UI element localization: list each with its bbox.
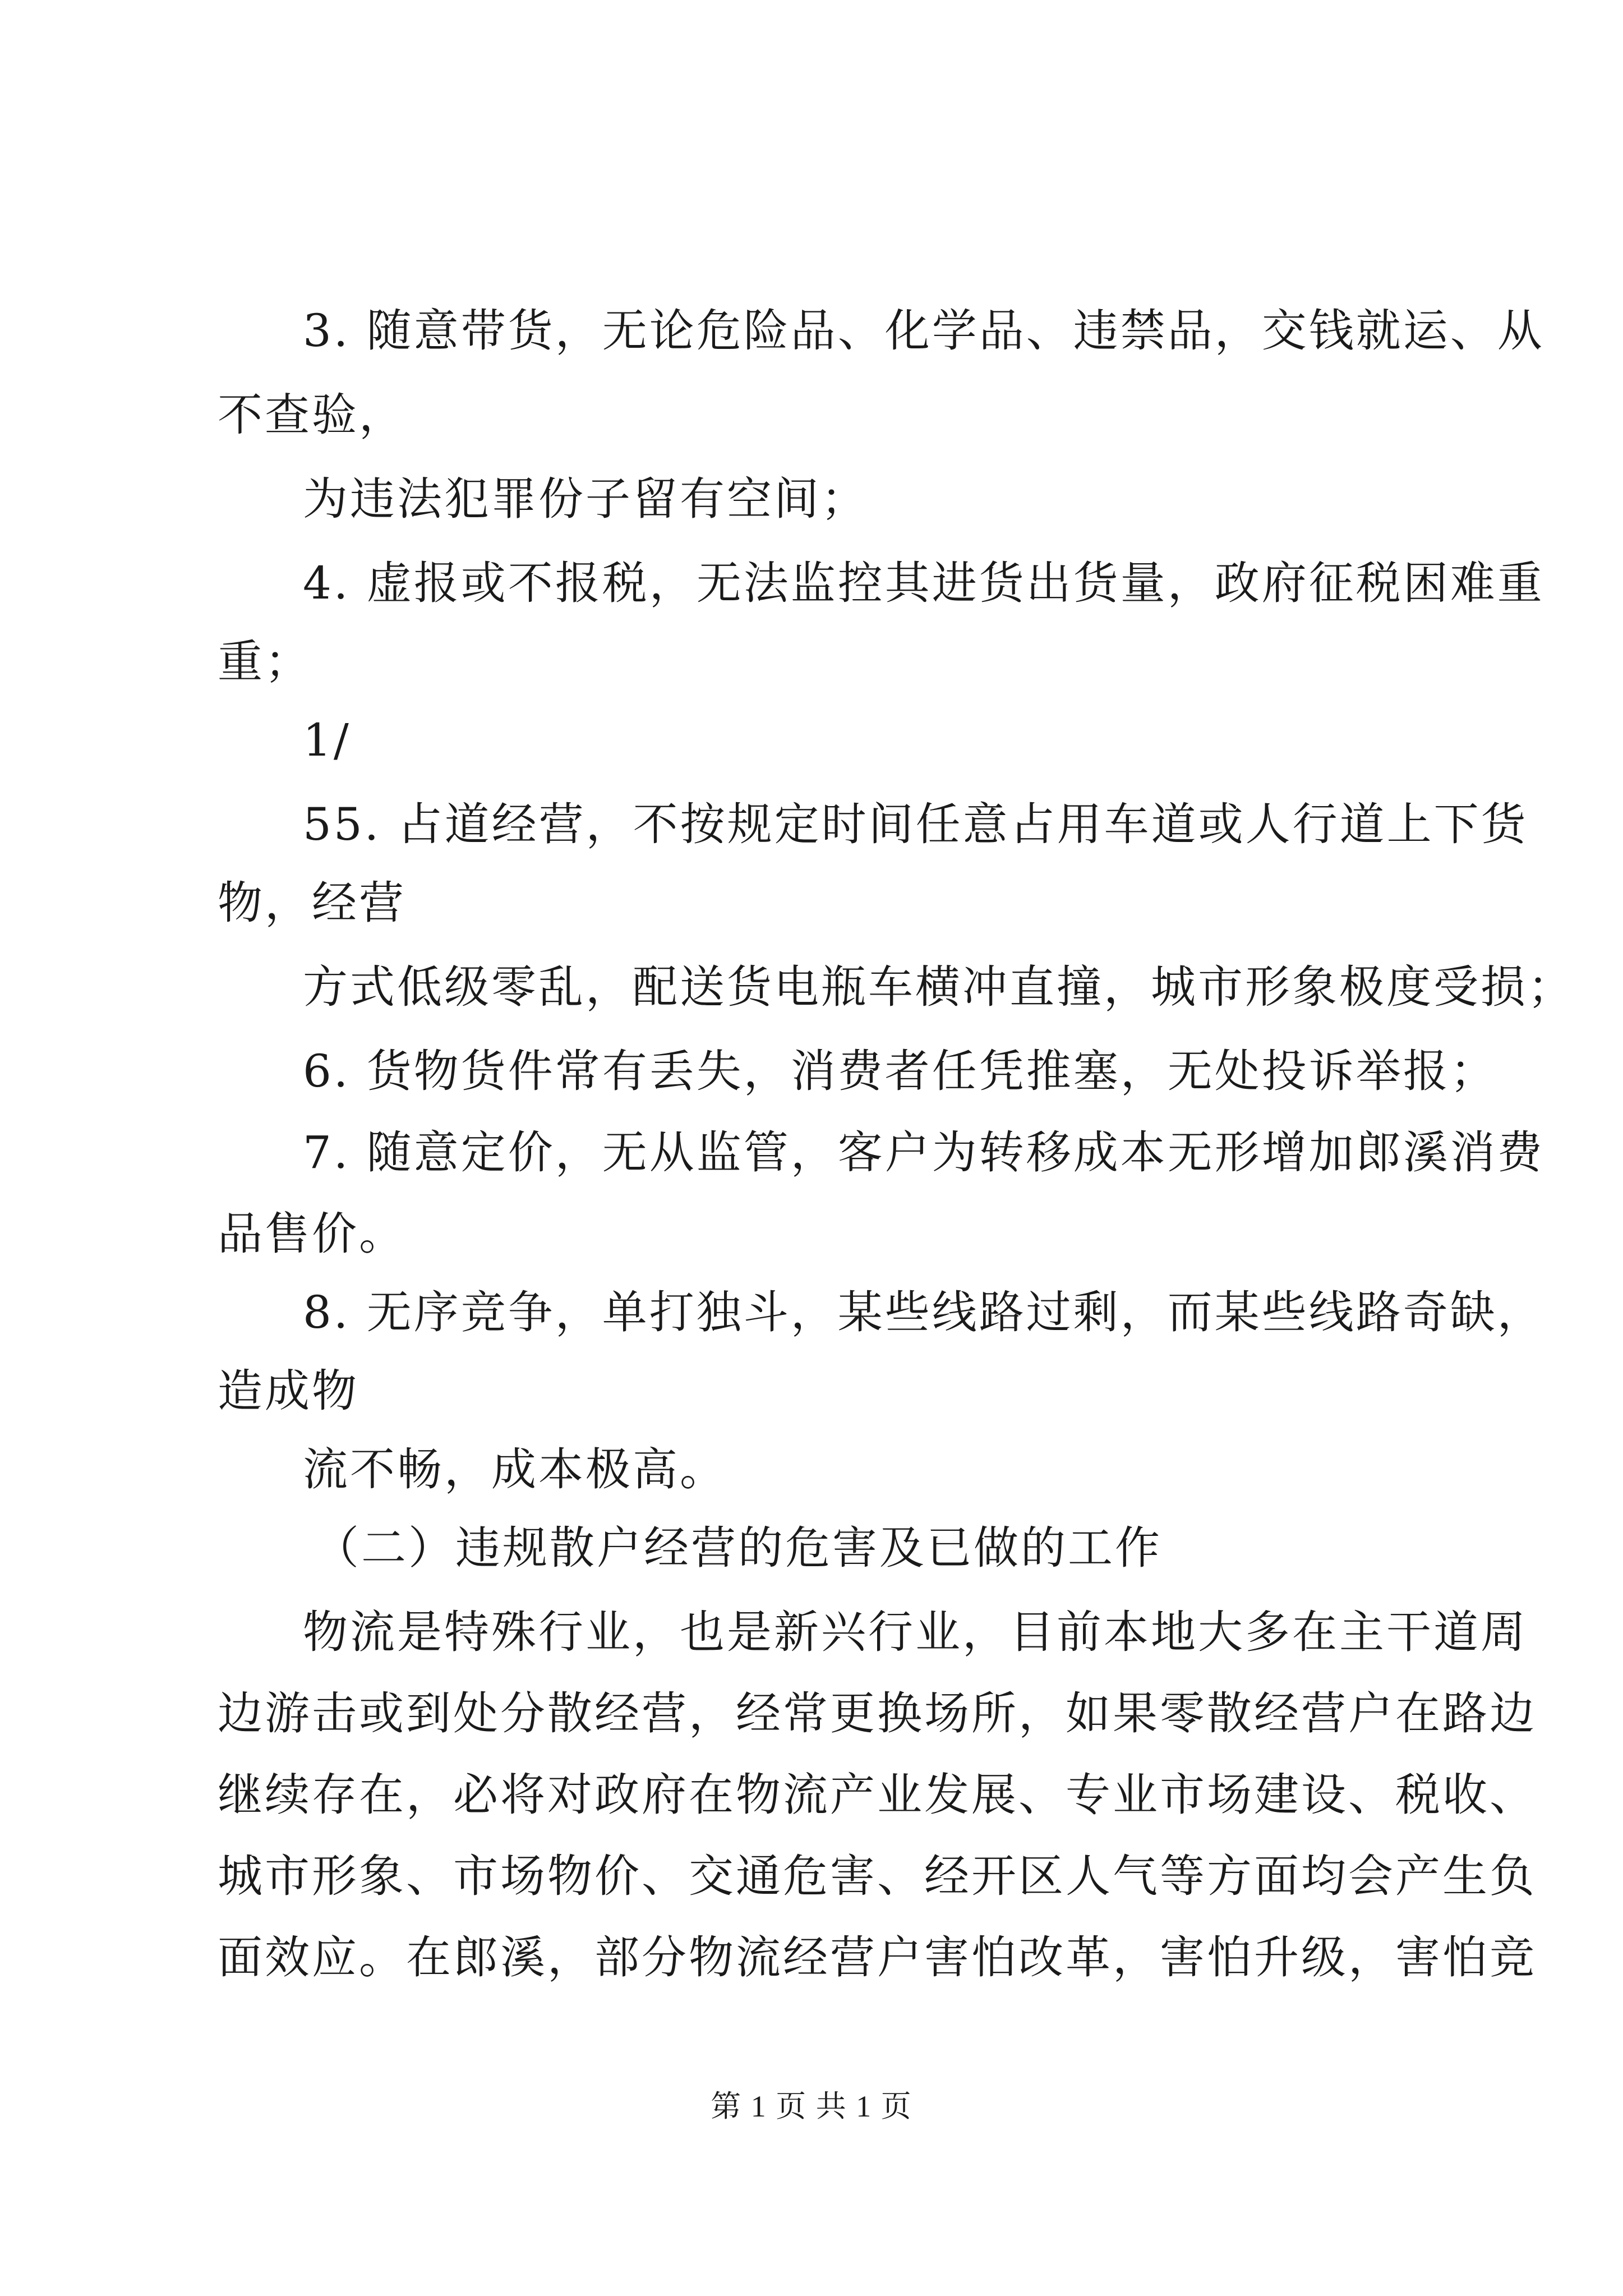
text-line: 品售价。 [218, 1208, 406, 1260]
text-line: 8. 无序竞争，单打独斗，某些线路过剩，而某些线路奇缺， [303, 1286, 1544, 1338]
text-line: 面效应。在郎溪，部分物流经营户害怕改革，害怕升级，害怕竞 [218, 1931, 1537, 1984]
page-number-footer: 第 1 页 共 1 页 [711, 2090, 912, 2123]
text-line: 为违法犯罪份子留有空间； [303, 473, 868, 525]
text-line: 55. 占道经营，不按规定时间任意占用车道或人行道上下货 [303, 798, 1528, 850]
text-line: 物，经营 [218, 877, 406, 929]
text-line: 1/ [303, 714, 351, 766]
text-line: 6. 货物货件常有丢失，消费者任凭推塞，无处投诉举报； [303, 1045, 1497, 1097]
section-heading: （二）违规散户经营的危害及已做的工作 [314, 1522, 1162, 1574]
text-line: 重； [218, 636, 312, 688]
text-line: 4. 虚报或不报税，无法监控其进货出货量，政府征税困难重 [303, 557, 1544, 609]
text-line: 物流是特殊行业，也是新兴行业，目前本地大多在主干道周 [303, 1606, 1528, 1658]
text-line: 造成物 [218, 1365, 359, 1417]
text-line: 不查验， [218, 389, 406, 441]
text-line: 城市形象、市场物价、交通危害、经开区人气等方面均会产生负 [218, 1850, 1537, 1902]
text-line: 3. 随意带货，无论危险品、化学品、违禁品，交钱就运、从 [303, 305, 1544, 357]
text-line: 7. 随意定价，无从监管，客户为转移成本无形增加郎溪消费 [303, 1126, 1544, 1179]
text-line: 继续存在，必将对政府在物流产业发展、专业市场建设、税收、 [218, 1769, 1537, 1821]
text-line: 流不畅，成本极高。 [303, 1443, 727, 1496]
text-line: 方式低级零乱，配送货电瓶车横冲直撞，城市形象极度受损； [303, 961, 1575, 1013]
text-line: 边游击或到处分散经营，经常更换场所，如果零散经营户在路边 [218, 1687, 1537, 1740]
